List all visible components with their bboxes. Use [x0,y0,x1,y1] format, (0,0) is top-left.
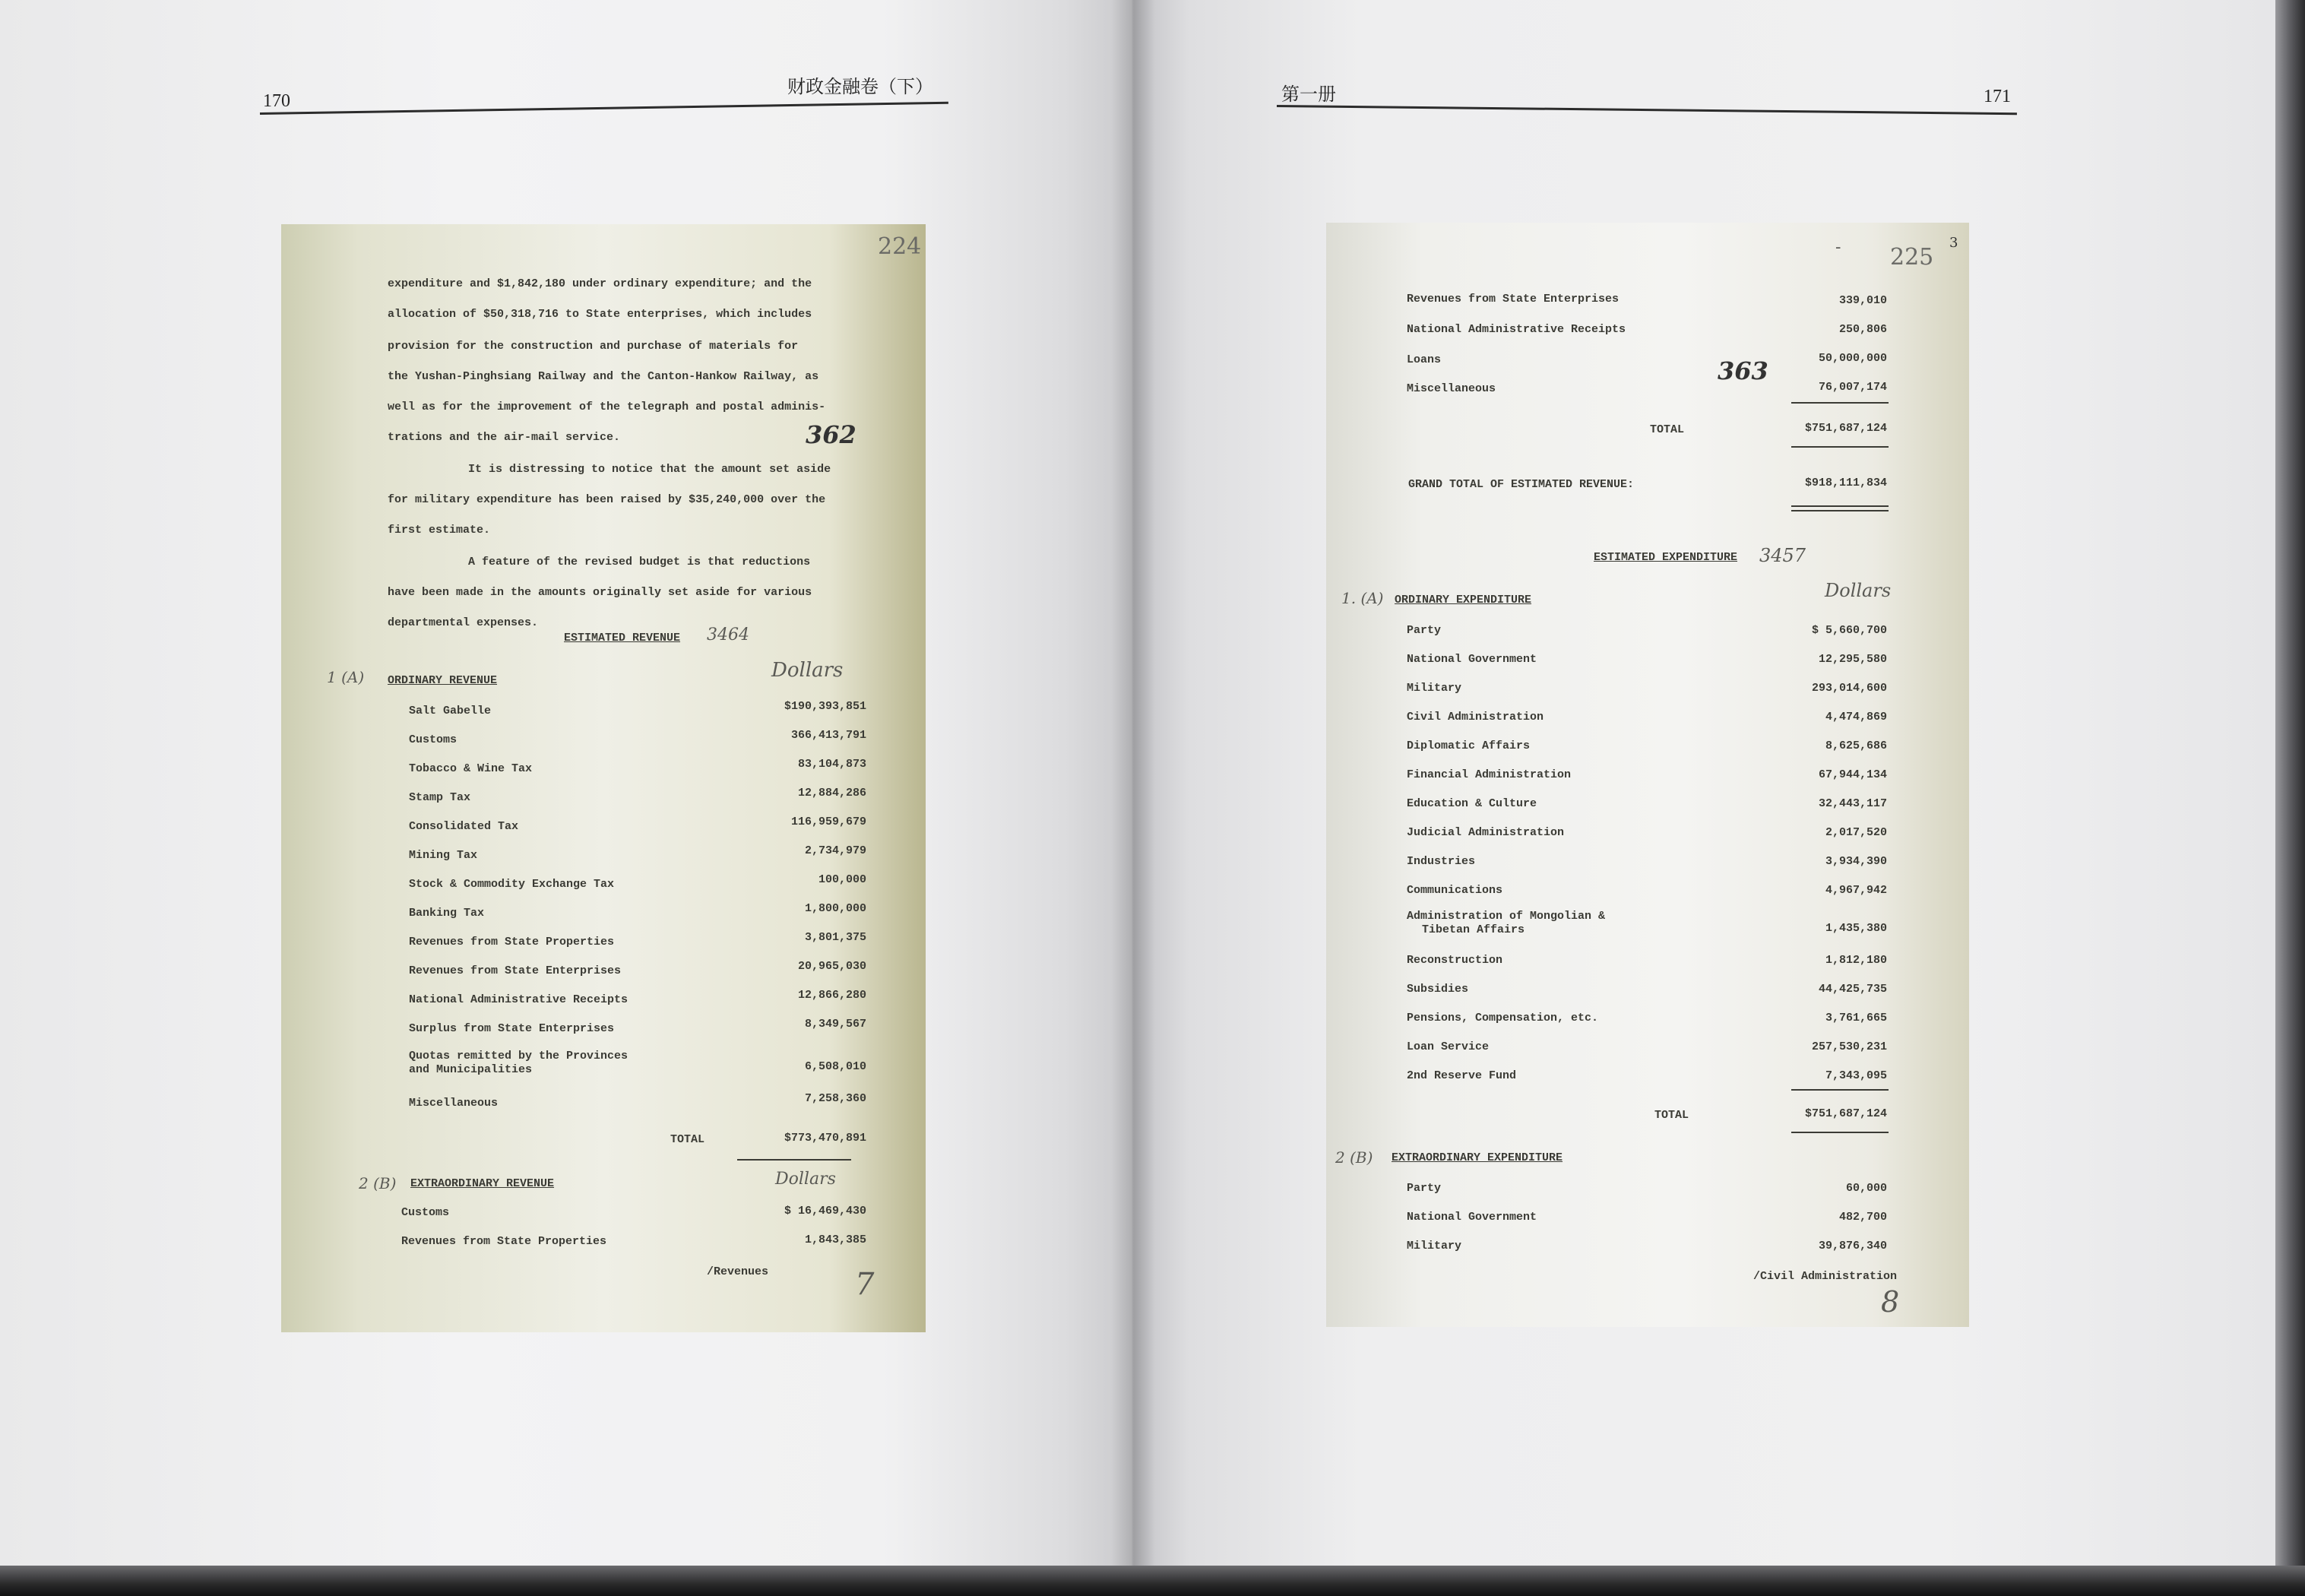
right-header-title: 第一册 [1281,85,1336,105]
revenue-label: Revenues from State Properties [409,936,615,948]
grand-total-value: $918,111,834 [1804,477,1887,489]
total-rule [1791,446,1889,448]
expenditure-value: 67,944,134 [1818,768,1887,781]
paragraph-line: A feature of the revised budget is that reductions [468,556,811,568]
paragraph-line: allocation of $50,318,716 to State enterprises, which includes [388,308,812,321]
expenditure-label: National Government [1407,1211,1537,1224]
revenue-value: 366,413,791 [790,729,866,742]
revenue-label: National Administrative Receipts [1407,323,1626,336]
extra-dollars-note: Dollars [775,1170,836,1189]
revenue-value: 100,000 [818,873,866,886]
revenue-label: Revenues from State Enterprises [1407,293,1620,306]
section-note: 3457 [1759,545,1806,566]
section-heading: ESTIMATED EXPENDITURE [1594,551,1738,564]
expenditure-value: 2,017,520 [1825,826,1887,839]
revenue-value: 76,007,174 [1818,381,1887,394]
expenditure-value: 39,876,340 [1818,1240,1887,1252]
revenue-value: 6,508,010 [804,1060,866,1073]
paragraph-line: expenditure and $1,842,180 under ordinary expenditure; and the [388,277,812,290]
catchword: /Revenues [707,1265,769,1278]
corner-mark: 7 [855,1267,875,1302]
revenue-label: Revenues from State Properties [401,1235,607,1248]
right-page-number: 171 [1984,87,2011,106]
revenue-value: 339,010 [1838,294,1887,307]
expenditure-value: 44,425,735 [1818,983,1887,996]
expenditure-label: Reconstruction [1407,954,1503,967]
revenue-value: 8,349,567 [804,1018,866,1031]
expenditure-value: 1,435,380 [1825,922,1887,935]
expenditure-value: 293,014,600 [1811,682,1887,695]
revenue-label: Mining Tax [409,849,478,862]
revenue-label: Revenues from State Enterprises [409,964,622,977]
revenue-value: 12,884,286 [797,787,866,800]
expenditure-label: 2nd Reserve Fund [1407,1069,1517,1082]
revenue-value: 20,965,030 [797,960,866,973]
expenditure-label: Communications [1407,884,1503,897]
expenditure-value: 1,812,180 [1825,954,1887,967]
expenditure-label: Military [1407,682,1462,695]
left-header-title: 财政金融卷（下） [787,78,933,97]
page-edge [2275,0,2305,1596]
scan-number: 224 [878,233,922,260]
paragraph-line: for military expenditure has been raised by $35,240,000 over the [388,493,826,506]
expenditure-value: 7,343,095 [1825,1069,1887,1082]
revenue-label: Banking Tax [409,907,485,920]
expenditure-value: $ 5,660,700 [1811,624,1887,637]
expenditure-value: 482,700 [1838,1211,1887,1224]
grand-total-label: GRAND TOTAL OF ESTIMATED REVENUE: [1408,478,1635,491]
revenue-value: 3,801,375 [804,931,866,944]
revenue-label: Customs [409,733,458,746]
expenditure-label: Industries [1407,855,1476,868]
expenditure-value: 8,625,686 [1825,739,1887,752]
total-rule [1791,1132,1889,1133]
revenue-label: Surplus from State Enterprises [409,1022,615,1035]
revenue-value: 116,959,679 [790,815,866,828]
paragraph-line: trations and the air-mail service. [388,431,621,444]
revenue-value: $190,393,851 [784,700,866,713]
expenditure-label: Diplomatic Affairs [1407,739,1531,752]
paragraph-line: well as for the improvement of the telegraph and postal adminis- [388,401,826,413]
catchword: /Civil Administration [1753,1270,1898,1283]
revenue-label: Salt Gabelle [409,705,492,717]
expenditure-value: 4,474,869 [1825,711,1887,724]
expenditure-label: Financial Administration [1407,768,1572,781]
section-note: 3464 [707,625,749,644]
revenue-value: 83,104,873 [797,758,866,771]
book-gutter [1111,0,1155,1596]
revenue-label: Stock & Commodity Exchange Tax [409,878,615,891]
revenue-label: Loans [1407,353,1442,366]
expenditure-label: Pensions, Compensation, etc. [1407,1012,1599,1024]
revenue-value: 1,800,000 [804,902,866,915]
extra-heading: EXTRAORDINARY EXPENDITURE [1392,1151,1563,1164]
subtotal-rule [1791,1089,1889,1091]
revenue-label: Tobacco & Wine Tax [409,762,533,775]
revenue-label: Miscellaneous [1407,382,1496,395]
ordinary-prefix: 1 (A) [327,668,365,686]
expenditure-label: Party [1407,1182,1442,1195]
extra-prefix: 2 (B) [1335,1148,1373,1167]
page-mark: 362 [806,420,856,449]
revenue-value: 2,734,979 [804,844,866,857]
revenue-label: Quotas remitted by the Provinces [409,1050,628,1062]
scan-dash: - [1835,238,1841,257]
revenue-value: 7,258,360 [804,1092,866,1105]
right-scanned-document [1326,223,1969,1327]
section-heading: ESTIMATED REVENUE [564,632,681,644]
paragraph-line: first estimate. [388,524,491,537]
side-mark: 3 [1949,235,1958,251]
scan-number: 225 [1890,244,1934,271]
revenue-label: Customs [401,1206,450,1219]
total-value: $751,687,124 [1804,422,1887,435]
revenue-label: Miscellaneous [409,1097,499,1110]
total-label: TOTAL [1650,423,1685,436]
expenditure-value: 3,934,390 [1825,855,1887,868]
revenue-value: 1,843,385 [804,1233,866,1246]
extra-heading: EXTRAORDINARY REVENUE [410,1177,555,1190]
dollars-note: Dollars [1825,580,1892,601]
revenue-value: 250,806 [1838,323,1887,336]
expenditure-label: Civil Administration [1407,711,1544,724]
grand-total-rule [1791,505,1889,507]
expenditure-label: Education & Culture [1407,797,1537,810]
book-bottom-edge [0,1566,2305,1596]
expenditure-value: 60,000 [1845,1182,1887,1195]
expenditure-label: Party [1407,624,1442,637]
expenditure-label: Judicial Administration [1407,826,1565,839]
revenue-label-cont: and Municipalities [409,1063,533,1076]
dollars-note: Dollars [771,659,844,682]
revenue-value: $ 16,469,430 [784,1205,866,1218]
subtotal-rule [1791,402,1889,404]
revenue-label: Consolidated Tax [409,820,519,833]
total-value: $773,470,891 [784,1132,866,1145]
expenditure-value: 12,295,580 [1818,653,1887,666]
total-rule [737,1159,851,1161]
ordinary-heading: ORDINARY EXPENDITURE [1395,594,1532,606]
corner-mark: 8 [1881,1285,1900,1319]
ordinary-heading: ORDINARY REVENUE [388,674,498,687]
revenue-label: National Administrative Receipts [409,993,628,1006]
expenditure-label: National Government [1407,653,1537,666]
left-page-number: 170 [263,91,290,111]
revenue-value: 12,866,280 [797,989,866,1002]
expenditure-value: 32,443,117 [1818,797,1887,810]
expenditure-label: Subsidies [1407,983,1469,996]
expenditure-value: 3,761,665 [1825,1012,1887,1024]
expenditure-value: 257,530,231 [1811,1040,1887,1053]
expenditure-label: Loan Service [1407,1040,1490,1053]
page-mark: 363 [1718,356,1768,385]
revenue-label: Stamp Tax [409,791,471,804]
total-label: TOTAL [670,1133,705,1146]
expenditure-label: Administration of Mongolian & [1407,910,1606,923]
expenditure-label: Military [1407,1240,1462,1252]
paragraph-line: have been made in the amounts originally set aside for various [388,586,812,599]
paragraph-line: It is distressing to notice that the amount set aside [468,463,831,476]
total-label: TOTAL [1654,1109,1689,1122]
expenditure-label-cont: Tibetan Affairs [1422,923,1525,936]
paragraph-line: departmental expenses. [388,616,539,629]
paragraph-line: the Yushan-Pinghsiang Railway and the Canton-Hankow Railway, as [388,370,819,383]
ordinary-prefix: 1. (A) [1341,589,1384,607]
total-value: $751,687,124 [1804,1107,1887,1120]
revenue-value: 50,000,000 [1818,352,1887,365]
extra-prefix: 2 (B) [359,1174,397,1192]
expenditure-value: 4,967,942 [1825,884,1887,897]
left-scanned-document [281,224,926,1332]
paragraph-line: provision for the construction and purchase of materials for [388,340,799,353]
grand-total-rule-double [1791,510,1889,511]
